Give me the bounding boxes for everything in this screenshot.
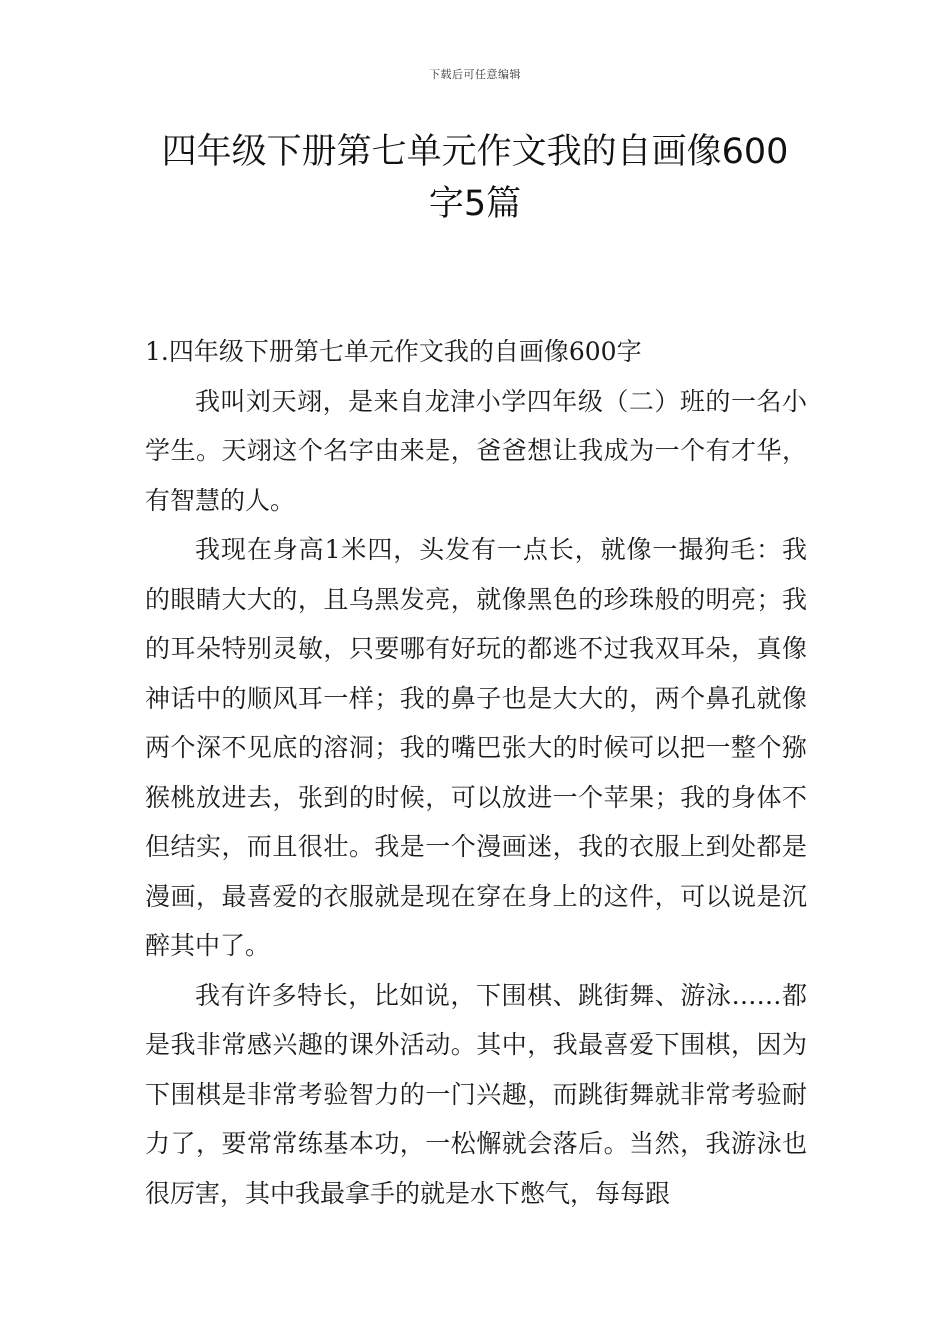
paragraph: 我现在身高1米四，头发有一点长，就像一撮狗毛：我的眼睛大大的，且乌黑发亮，就像黑色的珍珠般的明亮；我的耳朵特别灵敏，只要哪有好玩的都逃不过我双耳朵，真像神话中的顺风耳一样；我的鼻子也是大大的，两个鼻孔就像两个深不见底的溶洞；我的嘴巴张大的时候可以把一整个猕猴桃放进去，张到的时候，可以放进一个苹果；我的身体不但结实，而且很壮。我是一个漫画迷，我的衣服上到处都是漫画，最喜爱的衣服就是现在穿在身上的这件，可以说是沉醉其中了。 [145, 535, 807, 960]
document-title: 四年级下册第七单元作文我的自画像600字5篇 [161, 132, 789, 224]
document-body [145, 327, 807, 1218]
header-note: 下载后可任意编辑 [429, 68, 521, 81]
paragraph: 我有许多特长，比如说，下围棋、跳街舞、游泳……都是我非常感兴趣的课外活动。其中，我最喜爱下围棋，因为下围棋是非常考验智力的一门兴趣，而跳街舞就非常考验耐力了，要常常练基本功，一松懈就会落后。当然，我游泳也很厉害，其中我最拿手的就是水下憋气，每每跟 [145, 980, 807, 1208]
paragraph: 我叫刘天翊，是来自龙津小学四年级（二）班的一名小学生。天翊这个名字由来是，爸爸想让我成为一个有才华，有智慧的人。 [145, 386, 807, 515]
section-heading: 1.四年级下册第七单元作文我的自画像600字 [145, 337, 642, 366]
